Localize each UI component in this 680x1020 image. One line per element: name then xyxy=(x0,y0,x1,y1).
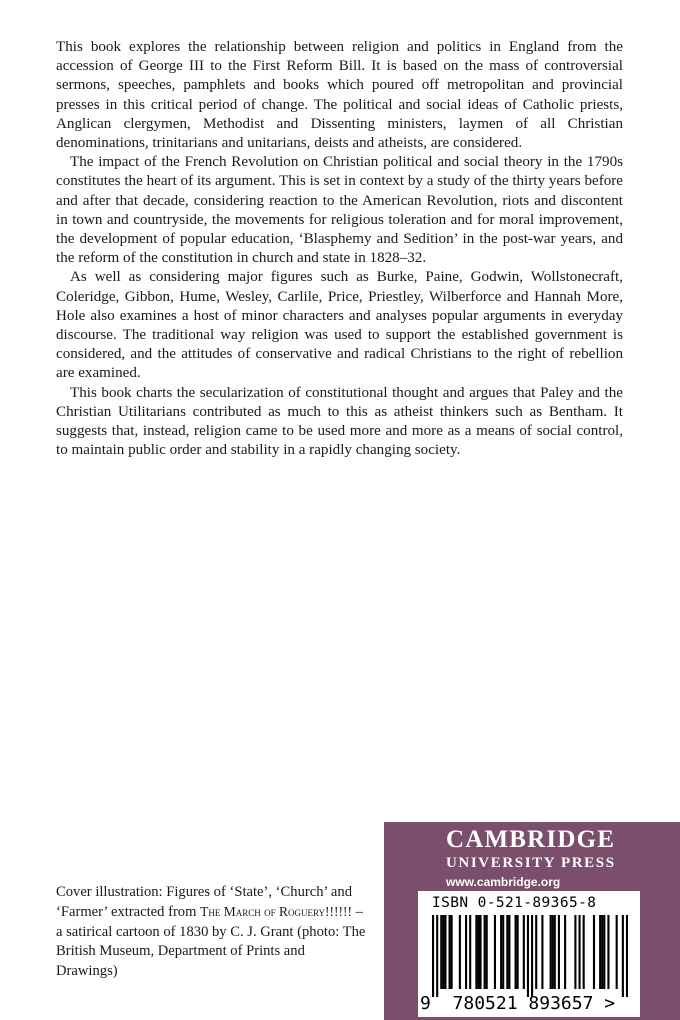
barcode-bar xyxy=(626,915,628,997)
barcode-bar xyxy=(527,915,529,997)
barcode-bar xyxy=(622,915,624,997)
barcode-icon xyxy=(432,915,628,997)
barcode-bar xyxy=(444,915,446,989)
caption-text-1: Cover illustration: Figures of ‘State’, ‘Church’ and ‘Farmer’ extracted from xyxy=(56,884,353,921)
barcode-bar xyxy=(486,915,488,989)
barcode-group-1: 780521 xyxy=(452,993,518,1014)
blurb-paragraph-1: This book explores the relationship between religion and politics in England from the accession of George III to the First Reform Bill. It is based on the mass of controversial sermons, speeches, pamphlets and books which poured off metropolitan and provincial presses in this critical period of change. The political and social ideas of Catholic priests, Anglican clergymen, Methodist and Dissenting ministers, laymen of all Christian denominations, trinitarians and unitarians, deists and atheists, are considered. xyxy=(56,39,623,152)
barcode-bar xyxy=(603,915,605,989)
barcode-bar xyxy=(508,915,510,989)
publisher-subtitle: UNIVERSITY PRESS xyxy=(446,855,616,871)
cover-illustration-credit xyxy=(56,883,366,981)
isbn-label: ISBN 0-521-89365-8 xyxy=(432,895,597,911)
barcode-end-mark: > xyxy=(604,993,616,1014)
barcode-bar xyxy=(440,915,442,989)
barcode-bar xyxy=(550,915,552,989)
barcode-digits xyxy=(420,993,640,1014)
barcode-bar xyxy=(451,915,453,989)
caption-text-2: – a satirical cartoon of 1830 by C. J. Grant (photo: The British Museum, Department of Prints and Drawings) xyxy=(56,904,366,979)
barcode-bar xyxy=(601,915,603,989)
barcode-bar xyxy=(593,915,595,989)
publisher-name: CAMBRIDGE xyxy=(446,826,616,853)
publisher-logo xyxy=(446,826,666,892)
blurb-paragraph-2: The impact of the French Revolution on Christian political and social theory in the 1790s constitutes the heart of its argument. This is set in context by a study of the thirty years before and after that decade, considering reaction to the American Revolution, riots and discontent in town and countryside, the movements for religious toleration and for moral improvement, the development of popular education, ‘Blasphemy and Sedition’ in the post-war years, and the reform of the constitution in church and state in 1828–32. xyxy=(56,154,623,267)
barcode-bar xyxy=(502,915,504,989)
barcode-bar xyxy=(436,915,438,997)
barcode-bar xyxy=(449,915,451,989)
barcode-bar xyxy=(484,915,486,989)
back-cover-blurb xyxy=(56,38,623,460)
barcode-bar xyxy=(535,915,537,989)
barcode-bar xyxy=(583,915,585,989)
barcode-bar xyxy=(558,915,560,989)
barcode-bar xyxy=(578,915,580,989)
barcode-bar xyxy=(564,915,566,989)
barcode-bar xyxy=(517,915,519,989)
barcode-bar xyxy=(500,915,502,989)
barcode-bar xyxy=(599,915,601,989)
barcode-bar xyxy=(616,915,618,989)
publisher-url: www.cambridge.org xyxy=(446,875,561,889)
barcode-bar xyxy=(541,915,543,989)
barcode-bar xyxy=(515,915,517,989)
barcode-lead-digit: 9 xyxy=(420,993,431,1014)
barcode-bar xyxy=(479,915,481,989)
barcode-bar xyxy=(531,915,533,997)
barcode-block xyxy=(418,891,640,1017)
barcode-bar xyxy=(494,915,496,989)
barcode-bar xyxy=(506,915,508,989)
barcode-bar xyxy=(552,915,554,989)
barcode-bar xyxy=(574,915,576,989)
barcode-bar xyxy=(469,915,471,989)
barcode-bar xyxy=(442,915,444,989)
barcode-bar xyxy=(475,915,477,989)
barcode-bar xyxy=(477,915,479,989)
barcode-bar xyxy=(465,915,467,989)
barcode-bar xyxy=(432,915,434,997)
barcode-bar xyxy=(607,915,609,989)
barcode-bar xyxy=(554,915,556,989)
blurb-paragraph-4: This book charts the secularization of constitutional thought and argues that Paley and the Christian Utilitarians contributed as much to this as atheist thinkers such as Bentham. It suggests that, instead, religion came to be used more and more as a means of social control, to maintain public order and stability in a rapidly changing society. xyxy=(56,384,623,459)
barcode-group-2: 893657 xyxy=(528,993,594,1014)
barcode-bar xyxy=(459,915,461,989)
blurb-paragraph-3: As well as considering major figures such as Burke, Paine, Godwin, Wollstonecraft, Coleridge, Gibbon, Hume, Wesley, Carlile, Price, Priestley, Wilberforce and Hannah More, Hole also examines a host of minor characters and analyses popular arguments in everyday discourse. The traditional way religion was used to support the established government is considered, and the attitudes of conservative and radical Christians to the right of rebellion are examined. xyxy=(56,269,623,382)
caption-cartoon-title: The March of Roguery!!!!!! xyxy=(200,904,352,920)
barcode-bar xyxy=(523,915,525,989)
